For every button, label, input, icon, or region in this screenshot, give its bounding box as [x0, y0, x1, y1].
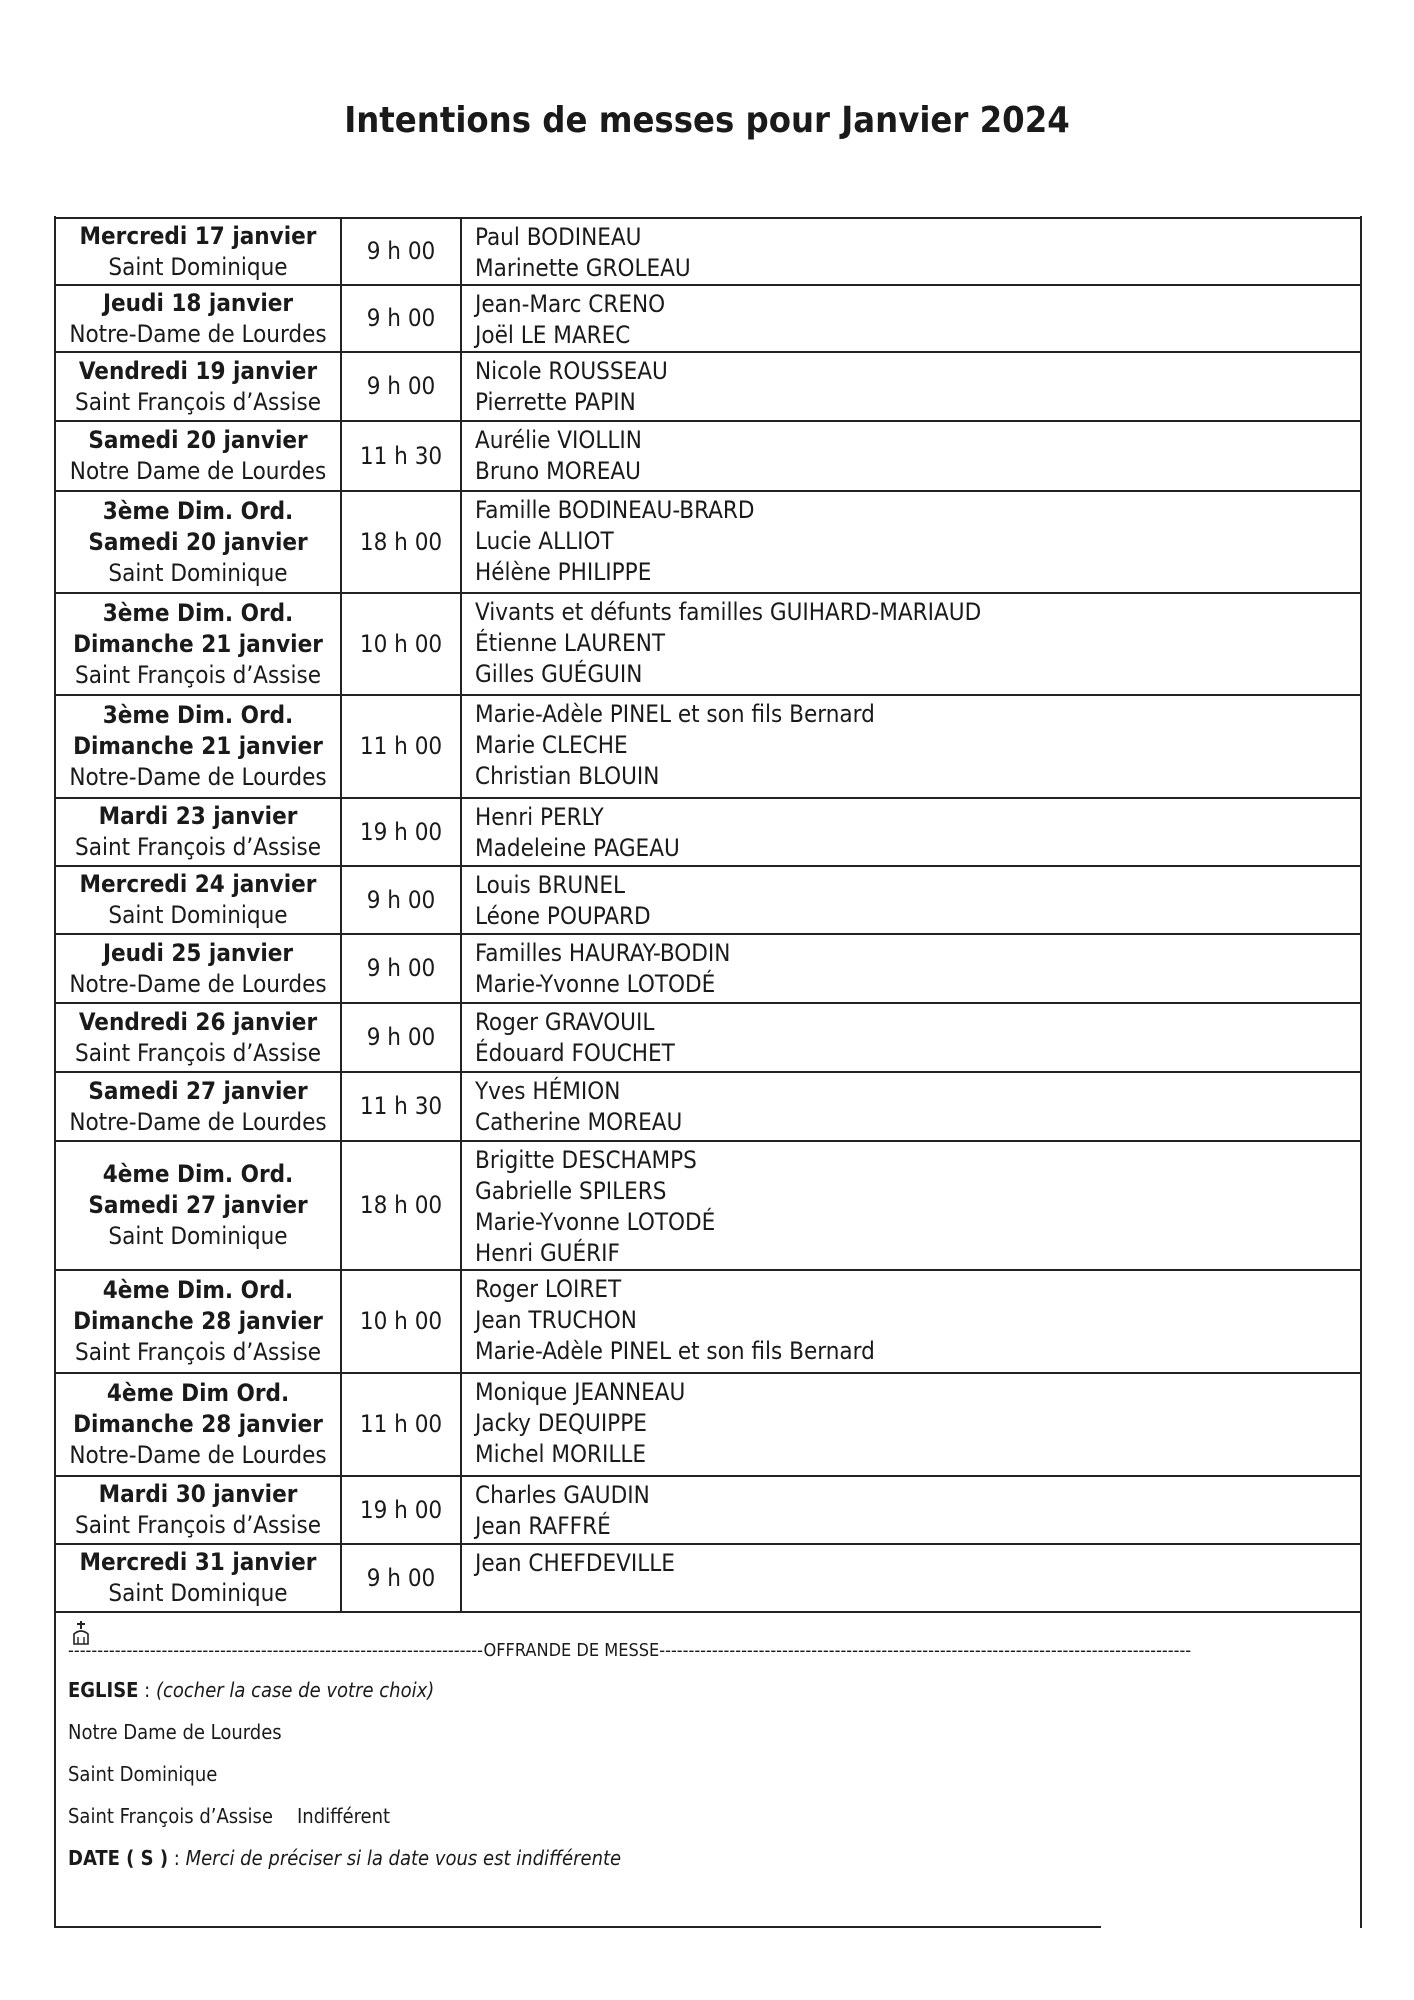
eglise-line: EGLISE : (cocher la case de votre choix)	[68, 1678, 435, 1702]
mass-table-body	[55, 218, 1361, 1612]
time-cell: 11 h 30	[341, 421, 461, 491]
day-label: Mercredi 17 janvier	[79, 221, 317, 250]
intention-name: Louis BRUNEL	[475, 871, 626, 899]
day-cell	[55, 1270, 341, 1373]
time-cell: 11 h 30	[341, 1072, 461, 1141]
church-label: Saint Dominique	[108, 1579, 288, 1607]
feast-label: 3ème Dim. Ord.	[102, 598, 294, 627]
day-label: Samedi 27 janvier	[88, 1076, 308, 1105]
day-cell	[55, 934, 341, 1003]
mass-row	[55, 1003, 1361, 1072]
eglise-note: (cocher la case de votre choix)	[155, 1678, 435, 1702]
mass-row	[55, 934, 1361, 1003]
day-cell	[55, 1544, 341, 1612]
offrande-separator	[68, 1640, 1208, 1661]
time-cell: 11 h 00	[341, 1373, 461, 1476]
day-cell	[55, 1476, 341, 1544]
church-label: Notre-Dame de Lourdes	[69, 1441, 327, 1469]
day-label: Dimanche 21 janvier	[73, 732, 323, 760]
feast-label: 4ème Dim. Ord.	[102, 1276, 294, 1304]
time-cell: 9 h 00	[341, 218, 461, 285]
intention-name: Monique JEANNEAU	[475, 1378, 686, 1406]
mass-row	[55, 352, 1361, 421]
mass-row	[55, 421, 1361, 491]
church-label: Saint François d’Assise	[75, 1038, 321, 1067]
church-label: Notre-Dame de Lourdes	[69, 763, 327, 791]
feast-label: 4ème Dim. Ord.	[102, 1160, 294, 1188]
time-cell: 9 h 00	[341, 934, 461, 1003]
mass-row	[55, 695, 1361, 798]
time-cell: 19 h 00	[341, 798, 461, 866]
time-cell: 18 h 00	[341, 1141, 461, 1270]
church-label: Saint Dominique	[108, 901, 288, 929]
mass-row	[55, 1141, 1361, 1270]
day-label: Samedi 27 janvier	[88, 1191, 308, 1219]
intention-name: Jean RAFFRÉ	[475, 1512, 611, 1540]
option-notre-dame[interactable]: Notre Dame de Lourdes	[68, 1720, 282, 1744]
date-line: DATE ( S ) : Merci de préciser si la date vous est indifférente	[68, 1846, 622, 1870]
intention-name: Léone POUPARD	[475, 902, 651, 930]
intention-name: Jean TRUCHON	[475, 1306, 637, 1334]
offrande-label: OFFRANDE DE MESSE	[483, 1640, 660, 1661]
church-label: Saint François d’Assise	[75, 1511, 321, 1539]
intention-name: Catherine MOREAU	[475, 1108, 683, 1136]
mass-row	[55, 866, 1361, 934]
day-cell	[55, 866, 341, 934]
day-label: Mardi 23 janvier	[98, 802, 298, 830]
church-label: Saint François d’Assise	[75, 660, 321, 689]
intention-name: Familles HAURAY-BODIN	[475, 939, 731, 967]
day-label: Dimanche 21 janvier	[73, 629, 323, 658]
church-label: Saint Dominique	[108, 1222, 288, 1250]
intention-name: Christian BLOUIN	[475, 762, 660, 790]
day-label: Vendredi 19 janvier	[78, 356, 318, 385]
day-cell	[55, 421, 341, 491]
day-cell	[55, 1072, 341, 1141]
mass-row	[55, 798, 1361, 866]
option-row-assise	[68, 1804, 390, 1828]
names-cell	[461, 352, 1361, 421]
day-cell	[55, 798, 341, 866]
mass-row	[55, 1373, 1361, 1476]
intention-name: Marie-Adèle PINEL et son fils Bernard	[475, 700, 875, 728]
church-label: Saint Dominique	[108, 558, 288, 587]
day-label: Dimanche 28 janvier	[73, 1410, 323, 1438]
time-cell: 9 h 00	[341, 1544, 461, 1612]
day-cell	[55, 352, 341, 421]
mass-intentions-table	[54, 217, 1361, 1613]
option-saint-dominique[interactable]: Saint Dominique	[68, 1762, 218, 1786]
intention-name: Marie-Adèle PINEL et son fils Bernard	[475, 1337, 875, 1365]
names-cell	[461, 1270, 1361, 1373]
intention-name: Bruno MOREAU	[475, 457, 641, 485]
intention-name: Gabrielle SPILERS	[475, 1177, 667, 1205]
day-label: Dimanche 28 janvier	[73, 1307, 323, 1335]
names-cell	[461, 491, 1361, 593]
day-cell	[55, 1141, 341, 1270]
intention-name: Aurélie VIOLLIN	[475, 426, 642, 454]
mass-row	[55, 593, 1361, 695]
mass-row	[55, 218, 1361, 285]
church-label: Saint François d’Assise	[75, 1338, 321, 1366]
eglise-label: EGLISE	[68, 1678, 139, 1702]
intention-name: Paul BODINEAU	[475, 223, 642, 251]
intention-name: Madeleine PAGEAU	[475, 834, 680, 862]
church-label: Notre-Dame de Lourdes	[69, 969, 327, 998]
intention-name: Marinette GROLEAU	[475, 254, 691, 282]
names-cell	[461, 1476, 1361, 1544]
dashes-left: -----------------------------------------------------------------------	[68, 1640, 484, 1661]
day-cell	[55, 285, 341, 352]
names-cell	[461, 1072, 1361, 1141]
mass-row	[55, 1270, 1361, 1373]
day-label: Jeudi 25 janvier	[102, 938, 294, 967]
mass-row	[55, 491, 1361, 593]
intention-name: Henri GUÉRIF	[475, 1239, 620, 1267]
intention-name: Jean CHEFDEVILLE	[475, 1549, 675, 1577]
intention-name: Henri PERLY	[475, 803, 604, 831]
mass-row	[55, 1072, 1361, 1141]
intention-name: Jacky DEQUIPPE	[475, 1409, 647, 1437]
mass-row	[55, 1544, 1361, 1612]
intention-name: Charles GAUDIN	[475, 1481, 650, 1509]
church-label: Saint Dominique	[108, 252, 288, 281]
dashes-right: -------------------------------------------------------------------------------------------	[659, 1640, 1192, 1661]
church-label: Saint François d’Assise	[75, 833, 321, 861]
time-cell: 10 h 00	[341, 593, 461, 695]
mass-row	[55, 285, 1361, 352]
time-cell: 18 h 00	[341, 491, 461, 593]
time-cell: 11 h 00	[341, 695, 461, 798]
names-cell	[461, 285, 1361, 352]
option-indifferent[interactable]: Indifférent	[296, 1804, 391, 1828]
feast-label: 4ème Dim Ord.	[106, 1379, 290, 1407]
day-label: Samedi 20 janvier	[88, 426, 308, 454]
time-cell: 19 h 00	[341, 1476, 461, 1544]
day-label: Vendredi 26 janvier	[78, 1007, 318, 1036]
intention-name: Joël LE MAREC	[475, 321, 631, 349]
intention-name: Hélène PHILIPPE	[475, 558, 652, 586]
intention-name: Roger GRAVOUIL	[475, 1008, 655, 1036]
names-cell	[461, 1003, 1361, 1072]
day-cell	[55, 1373, 341, 1476]
names-cell	[461, 421, 1361, 491]
church-label: Notre-Dame de Lourdes	[69, 319, 327, 348]
names-cell	[461, 1544, 1361, 1612]
intention-name: Michel MORILLE	[475, 1440, 647, 1468]
intention-name: Marie-Yvonne LOTODÉ	[475, 970, 716, 998]
intention-name: Lucie ALLIOT	[475, 527, 614, 555]
day-label: Mercredi 24 janvier	[79, 870, 317, 898]
feast-label: 3ème Dim. Ord.	[102, 496, 294, 525]
day-label: Jeudi 18 janvier	[102, 288, 294, 317]
date-note: Merci de préciser si la date vous est indifférente	[185, 1846, 622, 1870]
intention-name: Brigitte DESCHAMPS	[475, 1146, 697, 1174]
option-saint-francois[interactable]: Saint François d’Assise	[68, 1804, 273, 1828]
day-cell	[55, 695, 341, 798]
intention-name: Nicole ROUSSEAU	[475, 357, 668, 385]
names-cell	[461, 218, 1361, 285]
intention-name: Famille BODINEAU-BRARD	[475, 496, 755, 524]
names-cell	[461, 1373, 1361, 1476]
intention-name: Gilles GUÉGUIN	[475, 660, 643, 688]
names-cell	[461, 798, 1361, 866]
time-cell: 9 h 00	[341, 352, 461, 421]
day-label: Mardi 30 janvier	[98, 1480, 298, 1508]
intention-name: Jean-Marc CRENO	[475, 290, 666, 318]
intention-name: Yves HÉMION	[475, 1077, 621, 1105]
mass-row	[55, 1476, 1361, 1544]
feast-label: 3ème Dim. Ord.	[102, 701, 294, 729]
page-title: Intentions de messes pour Janvier 2024	[344, 100, 1070, 141]
day-cell	[55, 218, 341, 285]
frame-bottom-border	[54, 1926, 1101, 1928]
names-cell	[461, 593, 1361, 695]
date-label: DATE ( S )	[68, 1846, 169, 1870]
day-label: Mercredi 31 janvier	[79, 1548, 317, 1576]
day-label: Samedi 20 janvier	[88, 527, 308, 556]
time-cell: 9 h 00	[341, 285, 461, 352]
church-label: Notre Dame de Lourdes	[69, 457, 327, 485]
intention-name: Vivants et défunts familles GUIHARD-MARIAUD	[475, 598, 982, 626]
day-cell	[55, 1003, 341, 1072]
names-cell	[461, 1141, 1361, 1270]
time-cell: 10 h 00	[341, 1270, 461, 1373]
day-cell	[55, 593, 341, 695]
names-cell	[461, 866, 1361, 934]
church-label: Saint François d’Assise	[75, 387, 321, 416]
intention-name: Marie CLECHE	[475, 731, 628, 759]
time-cell: 9 h 00	[341, 1003, 461, 1072]
time-cell: 9 h 00	[341, 866, 461, 934]
intention-name: Pierrette PAPIN	[475, 388, 636, 416]
day-cell	[55, 491, 341, 593]
names-cell	[461, 934, 1361, 1003]
church-label: Notre-Dame de Lourdes	[69, 1107, 327, 1136]
intention-name: Marie-Yvonne LOTODÉ	[475, 1208, 716, 1236]
intention-name: Édouard FOUCHET	[475, 1039, 675, 1067]
intention-name: Étienne LAURENT	[475, 629, 666, 657]
names-cell	[461, 695, 1361, 798]
intention-name: Roger LOIRET	[475, 1275, 622, 1303]
